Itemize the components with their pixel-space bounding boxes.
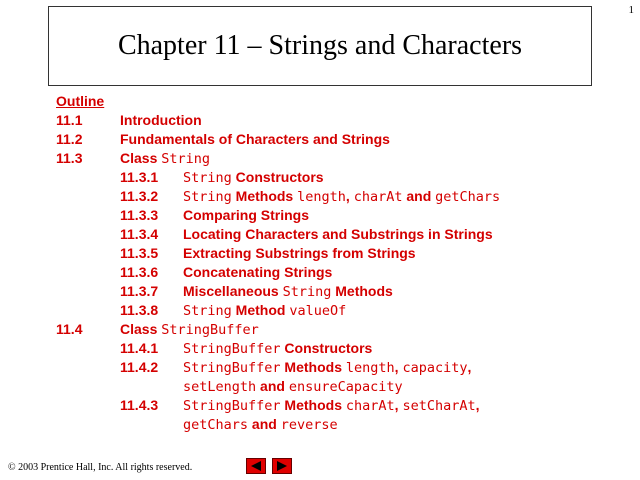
section-title <box>183 206 309 225</box>
title-text: , <box>394 397 403 413</box>
code-text: String <box>183 189 232 205</box>
section-title <box>183 339 372 359</box>
section-number: 11.4 <box>56 321 83 337</box>
code-text: length <box>297 189 346 205</box>
title-box <box>48 6 592 86</box>
section-number: 11.2 <box>56 131 83 147</box>
code-text: String <box>282 284 332 300</box>
slide-title: Chapter 11 – Strings and Characters <box>117 30 523 61</box>
code-text: String <box>183 303 232 319</box>
section-number: 11.1 <box>56 112 83 128</box>
page-number: 1 <box>628 4 634 16</box>
arrow-left-icon <box>250 461 262 471</box>
section-number: 11.3.6 <box>120 264 159 280</box>
code-text: StringBuffer <box>183 341 281 357</box>
section-number: 11.3.2 <box>120 188 159 204</box>
section-title <box>120 111 202 130</box>
code-text: valueOf <box>289 303 347 319</box>
section-title <box>120 320 259 340</box>
next-slide-button[interactable] <box>272 458 292 474</box>
title-text: and <box>402 188 436 204</box>
code-text: String <box>183 170 232 186</box>
copyright-footer: © 2003 Prentice Hall, Inc. All rights reserved. <box>8 462 193 473</box>
title-text: , <box>345 188 354 204</box>
section-title <box>183 168 324 188</box>
code-text: capacity <box>402 360 468 376</box>
section-title <box>183 396 480 416</box>
section-title <box>183 225 493 244</box>
title-text: Methods <box>280 397 346 413</box>
code-text: getChars <box>183 417 249 433</box>
code-text: ensureCapacity <box>288 379 403 395</box>
code-text: getChars <box>435 189 501 205</box>
title-text: Locating Characters and Substrings in Strings <box>183 226 493 242</box>
section-title <box>120 149 210 169</box>
title-text: Constructors <box>231 169 324 185</box>
title-text: Miscellaneous <box>183 283 283 299</box>
section-title <box>183 263 332 282</box>
section-title <box>183 415 338 435</box>
code-text: String <box>161 151 211 167</box>
code-text: charAt <box>353 189 403 205</box>
section-number: 11.3.7 <box>120 283 159 299</box>
title-text: Introduction <box>120 112 202 128</box>
title-text: , <box>394 359 403 375</box>
outline <box>56 92 501 433</box>
section-title <box>183 282 393 302</box>
outline-heading: Outline <box>56 93 105 109</box>
code-text: setLength <box>183 379 257 395</box>
section-title <box>183 358 471 378</box>
section-title <box>183 244 416 263</box>
title-text: Comparing Strings <box>183 207 310 223</box>
arrow-right-icon <box>276 461 288 471</box>
code-text: charAt <box>345 398 395 414</box>
code-text: reverse <box>280 417 338 433</box>
code-text: StringBuffer <box>183 398 281 414</box>
title-text: Extracting Substrings from Strings <box>183 245 416 261</box>
code-text: setCharAt <box>402 398 476 414</box>
previous-slide-button[interactable] <box>246 458 266 474</box>
title-text: and <box>256 378 289 394</box>
section-number: 11.3.1 <box>120 169 159 185</box>
title-text: , <box>475 397 480 413</box>
section-number: 11.4.3 <box>120 397 159 413</box>
section-number: 11.3.3 <box>120 207 159 223</box>
code-text: StringBuffer <box>183 360 281 376</box>
title-text: , <box>467 359 472 375</box>
title-text: Methods <box>331 283 393 299</box>
title-text: and <box>248 416 281 432</box>
section-title <box>120 130 390 149</box>
section-number: 11.3.4 <box>120 226 159 242</box>
section-title <box>183 301 346 321</box>
section-title <box>183 187 500 207</box>
code-text: length <box>345 360 395 376</box>
section-number: 11.4.1 <box>120 340 159 356</box>
title-text: Methods <box>280 359 346 375</box>
title-text: Fundamentals of Characters and Strings <box>120 131 390 147</box>
section-number: 11.3 <box>56 150 83 166</box>
title-text: Concatenating Strings <box>183 264 333 280</box>
section-title <box>183 377 403 397</box>
code-text: StringBuffer <box>161 322 259 338</box>
section-number: 11.3.5 <box>120 245 159 261</box>
section-number: 11.4.2 <box>120 359 159 375</box>
title-text: Class <box>120 150 162 166</box>
section-number: 11.3.8 <box>120 302 159 318</box>
title-text: Class <box>120 321 162 337</box>
title-text: Methods <box>231 188 298 204</box>
title-text: Constructors <box>280 340 373 356</box>
title-text: Method <box>231 302 290 318</box>
